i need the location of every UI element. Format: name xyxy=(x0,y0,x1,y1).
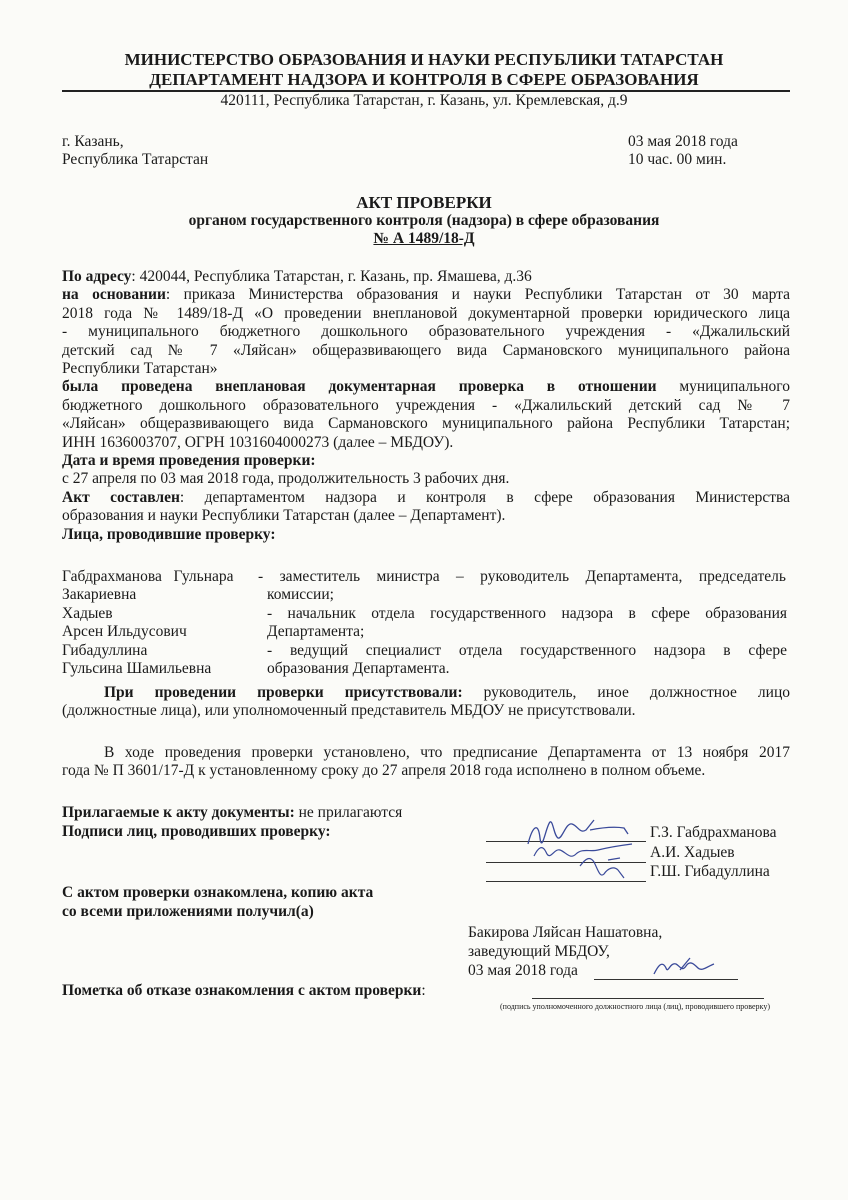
present-line-2: (должностные лица), или уполномоченный представитель МБДОУ не присутствовали. xyxy=(62,702,636,720)
recipient-name: Бакирова Ляйсан Нашатовна, xyxy=(468,924,663,941)
department-name: ДЕПАРТАМЕНТ НАДЗОРА И КОНТРОЛЯ В СФЕРЕ ОБРАЗОВАНИЯ xyxy=(149,70,699,89)
finding-block xyxy=(62,744,790,781)
inspector-1-name2: Закариевна xyxy=(62,586,137,604)
signatures-label: Подписи лиц, проводивших проверку: xyxy=(62,823,331,840)
signer-2-name: А.И. Хадыев xyxy=(650,844,735,861)
address-line xyxy=(62,268,790,286)
finding-line-2: года № П 3601/17-Д к установленному сроку до 27 апреля 2018 года исполнено в полном объеме. xyxy=(62,762,706,780)
place-city: г. Казань, xyxy=(62,133,124,150)
composed-label: Акт составлен xyxy=(62,488,180,506)
inspection-line-4: ИНН 1636003707, ОГРН 1031604000273 (далее – МБДОУ). xyxy=(62,433,454,451)
recipient-signature xyxy=(650,952,720,982)
attachments-label: Прилагаемые к акту документы: xyxy=(62,804,295,821)
act-time: 10 час. 00 мин. xyxy=(628,151,727,168)
attachments-value: не прилагаются xyxy=(294,804,403,821)
recipient-date: 03 мая 2018 года xyxy=(468,962,578,979)
basis-line-4: детский сад № 7 «Ляйсан» общеразвивающего вида Сармановского муниципального района xyxy=(62,341,790,359)
inspector-2-role2: Департамента; xyxy=(267,623,365,641)
inspection-line-3: «Ляйсан» общеразвивающего вида Сармановского муниципального района Республики Татарстан; xyxy=(62,415,790,433)
inspection-line-1: была проведена внеплановая документарная проверка в отношении муниципального xyxy=(62,378,790,396)
inspector-3-role2: образования Департамента. xyxy=(267,659,450,677)
inspector-signatures xyxy=(520,808,650,888)
finding-line-1: В ходе проведения проверки установлено, что предписание Департамента от 13 ноября 2017 xyxy=(104,744,790,761)
inspection-label: была проведена внеплановая документарная проверка в отношении xyxy=(62,378,657,396)
inspector-3-name2: Гульсина Шамильевна xyxy=(62,659,212,677)
basis-line-3: - муниципального бюджетного дошкольного образовательного учреждения - «Джалильский xyxy=(62,323,790,341)
place-region: Республика Татарстан xyxy=(62,151,209,168)
basis-label: на основании xyxy=(62,286,166,304)
signer-3-name: Г.Ш. Гибадуллина xyxy=(650,863,770,880)
inspector-1-role1: - заместитель министра – руководитель Департамента, председатель xyxy=(258,568,786,585)
act-number: № А 1489/18-Д xyxy=(373,230,475,247)
refusal-caption: (подпись уполномоченного должностного лица (лиц), проводившего проверку) xyxy=(500,1002,770,1011)
composed-line-2: образования и науки Республики Татарстан (далее – Департамент). xyxy=(62,507,506,525)
attachments-line xyxy=(62,804,402,822)
inspector-3-role1: - ведущий специалист отдела государственного надзора в сфере xyxy=(267,641,787,659)
present-block xyxy=(62,684,790,721)
acquainted-line-1: С актом проверки ознакомлена, копию акта xyxy=(62,884,374,901)
inspector-2-role1: - начальник отдела государственного надзора в сфере образования xyxy=(267,604,787,622)
act-date: 03 мая 2018 года xyxy=(628,133,738,150)
basis-line-1: на основании: приказа Министерства образования и науки Республики Татарстан от 30 марта xyxy=(62,286,790,304)
present-line-1: При проведении проверки присутствовали: руководитель, иное должностное лицо xyxy=(104,684,790,701)
act-title: АКТ ПРОВЕРКИ xyxy=(356,193,492,212)
address-value: : 420044, Республика Татарстан, г. Казань, пр. Ямашева, д.36 xyxy=(131,268,532,285)
inspectors-list xyxy=(62,568,790,678)
inspector-3-name1: Гибадуллина xyxy=(62,641,148,659)
basis-line-2: 2018 года № 1489/18-Д «О проведении внеплановой документарной проверки юридического лица xyxy=(62,304,790,322)
inspector-1-role2: комиссии; xyxy=(267,586,334,604)
recipient-position: заведующий МБДОУ, xyxy=(468,943,610,960)
inspector-2-name1: Хадыев xyxy=(62,604,113,622)
inspector-row xyxy=(62,568,790,605)
inspector-row xyxy=(62,642,790,679)
inspection-line-2: бюджетного дошкольного образовательного учреждения - «Джалильский детский сад № 7 xyxy=(62,396,790,414)
present-label: При проведении проверки присутствовали: xyxy=(104,684,463,701)
signer-1-name: Г.З. Габдрахманова xyxy=(650,824,777,841)
address-label: По адресу xyxy=(62,268,132,285)
inspector-2-name2: Арсен Ильдусович xyxy=(62,623,187,641)
acquainted-line-2: со всеми приложениями получил(а) xyxy=(62,903,314,920)
department-address: 420111, Республика Татарстан, г. Казань, ул. Кремлевская, д.9 xyxy=(220,92,628,109)
act-subtitle: органом государственного контроля (надзора) в сфере образования xyxy=(188,212,660,229)
basis-line-5: Республики Татарстан» xyxy=(62,360,218,378)
composed-line-1: Акт составлен: департаментом надзора и контроля в сфере образования Министерства xyxy=(62,488,790,506)
ministry-name: МИНИСТЕРСТВО ОБРАЗОВАНИЯ И НАУКИ РЕСПУБЛИКИ ТАТАРСТАН xyxy=(124,50,724,69)
dates-value: с 27 апреля по 03 мая 2018 года, продолжительность 3 рабочих дня. xyxy=(62,470,510,488)
refusal-label: Пометка об отказе ознакомления с актом проверки: xyxy=(62,982,426,999)
act-body xyxy=(62,268,790,544)
inspectors-label: Лица, проводившие проверку: xyxy=(62,525,276,543)
refusal-signature-line xyxy=(532,998,764,999)
inspector-1-name1: Габдрахманова Гульнара xyxy=(62,568,234,585)
inspector-row xyxy=(62,605,790,642)
dates-label: Дата и время проведения проверки: xyxy=(62,452,316,470)
